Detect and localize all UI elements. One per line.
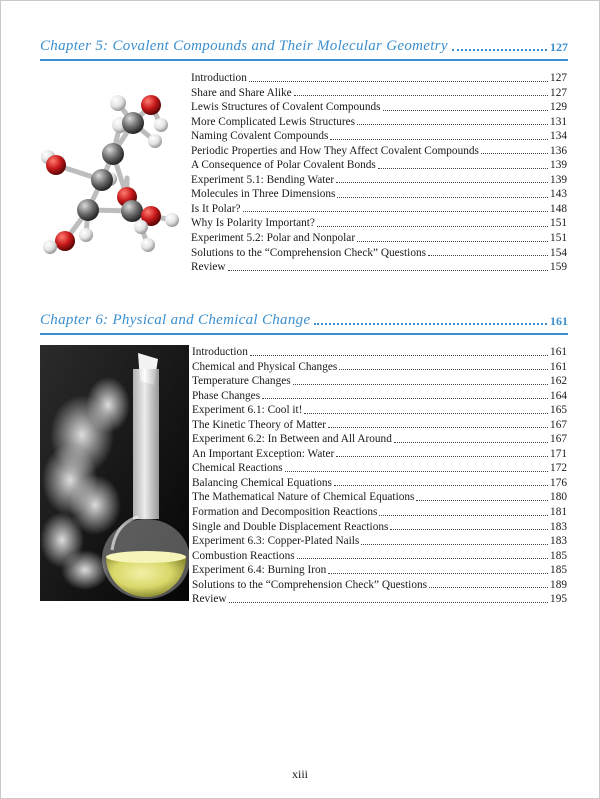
toc-entry[interactable]: Is It Polar? 148 [191,202,567,215]
toc-entry[interactable]: A Consequence of Polar Covalent Bonds 139 [191,159,567,172]
smoking-flask-photo [40,345,189,601]
chapter-6-page: 161 [550,314,568,328]
toc-entry[interactable]: Introduction 161 [192,346,567,358]
toc-entry[interactable]: An Important Exception: Water 171 [192,447,567,460]
toc-entry[interactable]: Lewis Structures of Covalent Compounds 129 [191,101,567,114]
chapter-6-heading[interactable] [40,312,568,329]
chapter-5-title: Chapter 5: Covalent Compounds and Their Molecular Geometry [40,38,448,54]
chapter-6-rule [40,333,568,335]
toc-entry[interactable]: Phase Changes 164 [192,389,567,402]
toc-entry[interactable]: Experiment 5.1: Bending Water 139 [191,173,567,186]
toc-entry[interactable]: More Complicated Lewis Structures 131 [191,115,567,128]
toc-entry[interactable]: Experiment 6.3: Copper-Plated Nails 183 [192,535,567,548]
toc-entry[interactable]: Temperature Changes 162 [192,375,567,388]
toc-entry[interactable]: Solutions to the “Comprehension Check” Questions 154 [191,246,567,259]
molecule-model-icon [40,85,190,260]
toc-entry[interactable]: Balancing Chemical Equations 176 [192,476,567,489]
toc-entry[interactable]: Combustion Reactions 185 [192,549,567,562]
toc-entry[interactable]: Experiment 6.4: Burning Iron 185 [192,564,567,577]
toc-entry[interactable]: Review 159 [191,261,567,274]
toc-entry[interactable]: The Mathematical Nature of Chemical Equations 180 [192,491,567,504]
toc-entry[interactable]: Share and Share Alike 127 [191,86,567,99]
toc-entry[interactable]: Why Is Polarity Important? 151 [191,217,567,230]
toc-entry[interactable]: Review 195 [192,593,567,606]
toc-entry[interactable]: Naming Covalent Compounds 134 [191,130,567,143]
leader-dots [452,49,547,51]
toc-entry[interactable]: Solutions to the “Comprehension Check” Questions 189 [192,578,567,591]
toc-entry[interactable]: Experiment 6.2: In Between and All Around 167 [192,433,567,446]
toc-entry[interactable]: Molecules in Three Dimensions 143 [191,188,567,201]
toc-entry[interactable]: Formation and Decomposition Reactions 181 [192,506,567,519]
toc-entry[interactable]: Single and Double Displacement Reactions 183 [192,520,567,533]
chapter-6-toc [192,345,567,607]
toc-entry[interactable]: Experiment 6.1: Cool it! 165 [192,404,567,417]
page-number: xiii [291,767,308,781]
toc-entry[interactable]: Experiment 5.2: Polar and Nonpolar 151 [191,232,567,245]
leader-dots [314,323,547,325]
chapter-6-title: Chapter 6: Physical and Chemical Change [40,312,311,328]
chapter-5-heading[interactable] [40,38,568,55]
toc-entry[interactable]: Chemical and Physical Changes 161 [192,360,567,373]
toc-entry[interactable]: Periodic Properties and How They Affect Covalent Compounds 136 [191,144,567,157]
chapter-5-toc [191,71,567,275]
toc-entry[interactable]: Introduction 127 [191,72,567,84]
toc-entry[interactable]: Chemical Reactions 172 [192,462,567,475]
chapter-5-rule [40,59,568,61]
toc-entry[interactable]: The Kinetic Theory of Matter 167 [192,418,567,431]
chapter-5-page: 127 [550,40,568,54]
